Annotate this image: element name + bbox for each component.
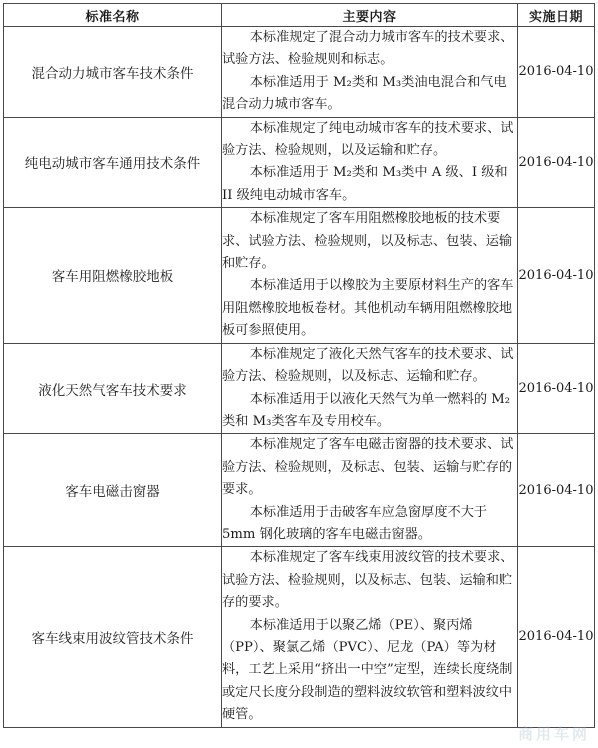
effective-date: 2016-04-10: [518, 27, 595, 118]
table-row: [4, 117, 595, 208]
standards-table: [3, 3, 595, 728]
standard-name: 液化天然气客车技术要求: [4, 343, 222, 434]
standard-name: 客车电磁击窗器: [4, 434, 222, 547]
content-paragraph: 本标准适用于以聚乙烯（PE）、聚丙烯（PP）、聚氯乙烯（PVC）、尼龙（PA）等为材料，工艺上采用“挤出一中空”定型，连续长度绕制或定尺长度分段制造的塑料波纹软管和塑料波纹中硬管。: [222, 617, 513, 723]
standard-content: [222, 547, 518, 727]
effective-date: 2016-04-10: [518, 547, 595, 727]
standard-content: [222, 117, 518, 208]
standard-name: 客车用阻燃橡胶地板: [4, 208, 222, 343]
header-effective-date: 实施日期: [518, 4, 595, 27]
table-row: [4, 434, 595, 547]
content-paragraph: 本标准规定了客车电磁击窗器的技术要求、试验方法、检验规则，及标志、包装、运输与贮存的要求。: [222, 437, 514, 498]
content-paragraph: 本标准适用于以橡胶为主要原材料生产的客车用阻燃橡胶地板卷材。其他机动车辆用阻燃橡胶地板可参照使用。: [222, 278, 514, 339]
content-paragraph: 本标准适用于 M₂类和 M₃类油电混合和气电混合动力城市客车。: [222, 74, 507, 113]
table-row: [4, 27, 595, 118]
content-paragraph: 本标准适用于击破客车应急窗厚度不大于 5mm 钢化玻璃的客车电磁击窗器。: [222, 504, 488, 542]
content-paragraph: 本标准规定了客车线束用波纹管的技术要求、试验方法、检验规则，以及标志、包装、运输和贮存的要求。: [222, 550, 514, 611]
content-paragraph: 本标准适用于以液化天然气为单一燃料的 M₂类和 M₃类客车及专用校车。: [222, 391, 511, 429]
table-row: [4, 547, 595, 727]
standard-content: [222, 434, 518, 547]
content-paragraph: 本标准适用于 M₂类和 M₃类中 A 级、I 级和 II 级纯电动城市客车。: [222, 165, 508, 203]
effective-date: 2016-04-10: [518, 208, 595, 343]
standard-content: [222, 208, 518, 343]
effective-date: 2016-04-10: [518, 343, 595, 434]
standard-name: 混合动力城市客车技术条件: [4, 27, 222, 118]
header-main-content: 主要内容: [222, 4, 518, 27]
standard-content: [222, 27, 518, 118]
content-paragraph: 本标准规定了液化天然气客车的技术要求、试验方法、检验规则，以及标志、运输和贮存。: [222, 346, 514, 385]
table-header-row: [4, 4, 595, 27]
standard-name: 客车线束用波纹管技术条件: [4, 547, 222, 727]
effective-date: 2016-04-10: [518, 117, 595, 208]
content-paragraph: 本标准规定了纯电动城市客车的技术要求、试验方法、检验规则，以及运输和贮存。: [222, 120, 514, 159]
watermark: 商用车网: [517, 725, 590, 743]
standard-content: [222, 343, 518, 434]
effective-date: 2016-04-10: [518, 434, 595, 547]
table-row: [4, 343, 595, 434]
header-standard-name: 标准名称: [4, 4, 222, 27]
content-paragraph: 本标准规定了客车用阻燃橡胶地板的技术要求、试验方法、检验规则，以及标志、包装、运输和贮存。: [222, 211, 513, 272]
content-paragraph: 本标准规定了混合动力城市客车的技术要求、试验方法、检验规则和标志。: [222, 30, 514, 68]
standard-name: 纯电动城市客车通用技术条件: [4, 117, 222, 208]
table-row: [4, 208, 595, 343]
